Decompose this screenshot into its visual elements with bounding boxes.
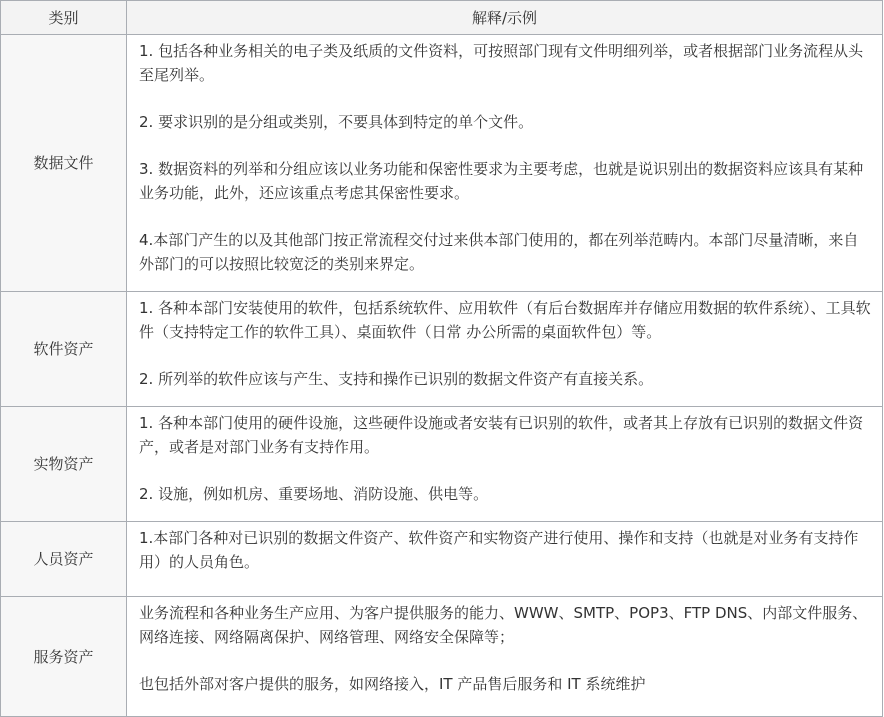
header-explanation: 解释/示例 bbox=[127, 1, 883, 35]
explanation-cell bbox=[127, 597, 883, 717]
explanation-item: 业务流程和各种业务生产应用、为客户提供服务的能力、WWW、SMTP、POP3、FTP DNS、内部文件服务、网络连接、网络隔离保护、网络管理、网络安全保障等； bbox=[139, 604, 868, 646]
table-body bbox=[1, 35, 883, 717]
explanation-item: 1. 各种本部门使用的硬件设施，这些硬件设施或者安装有已识别的软件，或者其上存放有已识别的数据文件资产，或者是对部门业务有支持作用。 bbox=[139, 414, 864, 456]
category-cell: 软件资产 bbox=[1, 292, 127, 407]
explanation-item: 2. 所列举的软件应该与产生、支持和操作已识别的数据文件资产有直接关系。 bbox=[139, 370, 654, 388]
category-cell: 实物资产 bbox=[1, 407, 127, 522]
table-header bbox=[1, 1, 883, 35]
table-row bbox=[1, 292, 883, 407]
explanation-item: 3. 数据资料的列举和分组应该以业务功能和保密性要求为主要考虑，也就是说识别出的数据资料应该具有某种业务功能，此外，还应该重点考虑其保密性要求。 bbox=[139, 160, 864, 202]
table-row bbox=[1, 35, 883, 292]
explanation-cell bbox=[127, 292, 883, 407]
explanation-item: 2. 要求识别的是分组或类别，不要具体到特定的单个文件。 bbox=[139, 113, 534, 131]
explanation-item: 1. 包括各种业务相关的电子类及纸质的文件资料，可按照部门现有文件明细列举，或者根据部门业务流程从头至尾列举。 bbox=[139, 42, 864, 84]
header-category: 类别 bbox=[1, 1, 127, 35]
explanation-cell bbox=[127, 522, 883, 597]
explanation-cell bbox=[127, 35, 883, 292]
table-row bbox=[1, 407, 883, 522]
explanation-item: 2. 设施，例如机房、重要场地、消防设施、供电等。 bbox=[139, 485, 489, 503]
category-cell: 服务资产 bbox=[1, 597, 127, 717]
table-row bbox=[1, 522, 883, 597]
explanation-item: 1. 各种本部门安装使用的软件，包括系统软件、应用软件（有后台数据库并存储应用数据的软件系统）、工具软件（支持特定工作的软件工具）、桌面软件（日常 办公所需的桌面软件包）等。 bbox=[139, 299, 871, 341]
table-row bbox=[1, 597, 883, 717]
explanation-cell bbox=[127, 407, 883, 522]
category-cell: 人员资产 bbox=[1, 522, 127, 597]
explanation-item: 也包括外部对客户提供的服务，如网络接入，IT 产品售后服务和 IT 系统维护 bbox=[139, 675, 646, 693]
explanation-item: 4.本部门产生的以及其他部门按正常流程交付过来供本部门使用的，都在列举范畴内。本部门尽量清晰，来自外部门的可以按照比较宽泛的类别来界定。 bbox=[139, 231, 859, 273]
header-row bbox=[1, 1, 883, 35]
category-cell: 数据文件 bbox=[1, 35, 127, 292]
explanation-item: 1.本部门各种对已识别的数据文件资产、软件资产和实物资产进行使用、操作和支持（也就是对业务有支持作用）的人员角色。 bbox=[139, 529, 859, 571]
